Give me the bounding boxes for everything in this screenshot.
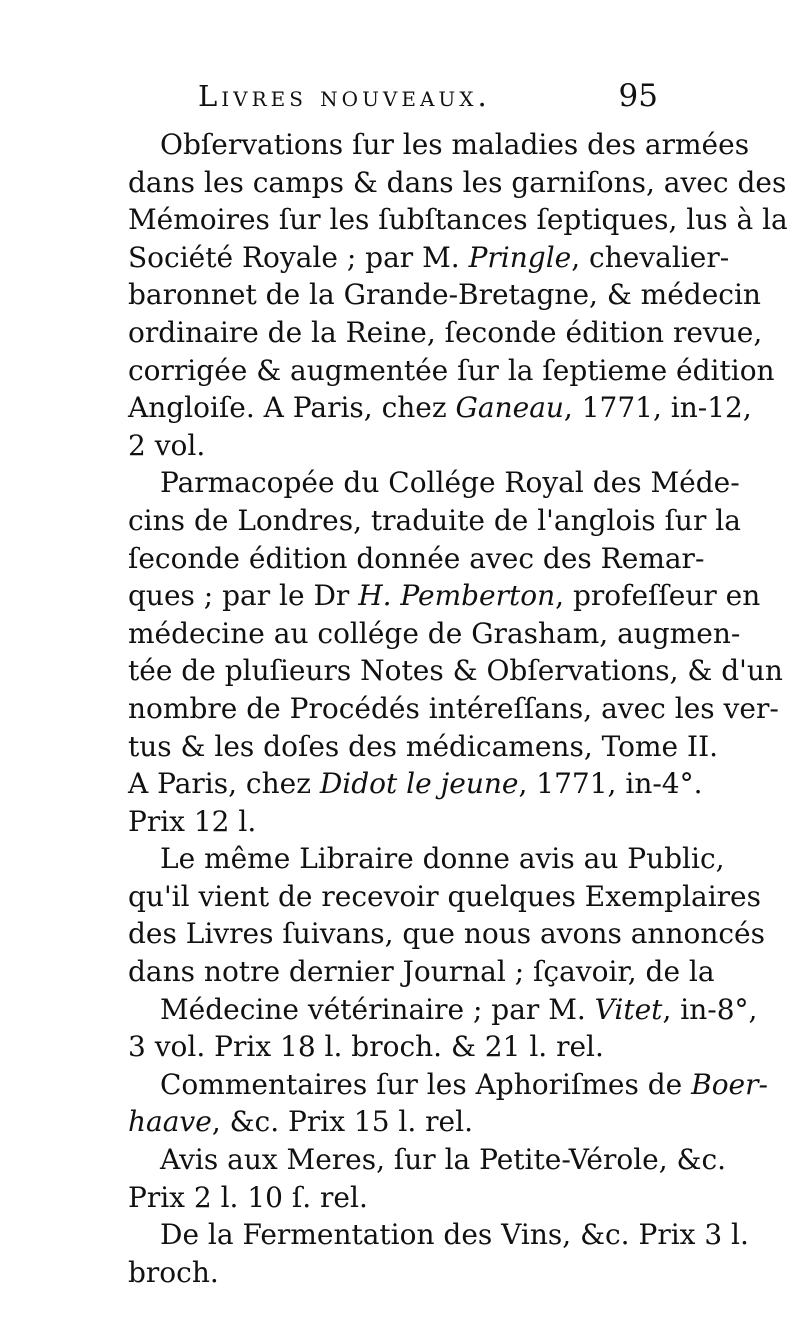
text-line: Prix 12 l. (128, 804, 257, 838)
text-line: ordinaire de la Reine, ſeconde édition revue, (128, 315, 763, 349)
text-line: Parmacopée du Collége Royal des Méde- (160, 466, 740, 500)
text-line: A Paris, chez Didot le jeune, 1771, in-4°. (128, 767, 703, 801)
text-line: Médecine vétérinaire ; par M. Vitet, in-8°, (160, 992, 758, 1026)
text-line: De la Fermentation des Vins, &c. Prix 3 l. (160, 1218, 749, 1252)
text-line: Avis aux Meres, ſur la Petite-Vérole, &c. (160, 1143, 727, 1177)
text-line: ſeconde édition donnée avec des Remar- (128, 541, 705, 575)
text-line: 2 vol. (128, 428, 206, 462)
text-line: Commentaires ſur les Aphoriſmes de Boer- (160, 1067, 768, 1101)
running-title: Livres nouveaux. (198, 79, 491, 113)
text-line: broch. (128, 1255, 219, 1289)
text-line: haave, &c. Prix 15 l. rel. (128, 1105, 473, 1139)
text-line: Société Royale ; par M. Pringle, chevalier- (128, 240, 730, 274)
text-line: 3 vol. Prix 18 l. broch. & 21 l. rel. (128, 1030, 604, 1064)
page-number: 95 (618, 78, 658, 114)
text-line: dans les camps & dans les garniſons, avec des (128, 165, 787, 199)
text-line: tée de pluſieurs Notes & Obſervations, & d'un (128, 654, 783, 688)
text-line: dans notre dernier Journal ; ſçavoir, de la (128, 955, 715, 989)
page-body (128, 126, 788, 1291)
text-line: cins de Londres, traduite de l'anglois ſur la (128, 503, 741, 537)
text-line: Mémoires ſur les ſubſtances ſeptiques, lus à la (128, 203, 788, 237)
text-line: Angloiſe. A Paris, chez Ganeau, 1771, in-12, (128, 391, 752, 425)
text-line: des Livres ſuivans, que nous avons annoncés (128, 917, 765, 951)
text-line: Obſervations ſur les maladies des armées (160, 128, 750, 161)
text-line: ques ; par le Dr H. Pemberton, profeſſeur en (128, 579, 761, 613)
text-line: qu'il vient de recevoir quelques Exemplaires (128, 879, 761, 913)
text-line: nombre de Procédés intéreſſans, avec les ver- (128, 691, 779, 725)
text-line: médecine au collége de Grasham, augmen- (128, 616, 741, 650)
text-line: tus & les doſes des médicamens, Tome II. (128, 729, 719, 763)
text-line: baronnet de la Grande-Bretagne, & médecin (128, 278, 761, 312)
text-line: corrigée & augmentée ſur la ſeptieme édition (128, 353, 775, 387)
page-header (120, 78, 660, 118)
text-line: Prix 2 l. 10 ſ. rel. (128, 1180, 368, 1214)
text-line: Le même Libraire donne avis au Public, (160, 842, 725, 876)
